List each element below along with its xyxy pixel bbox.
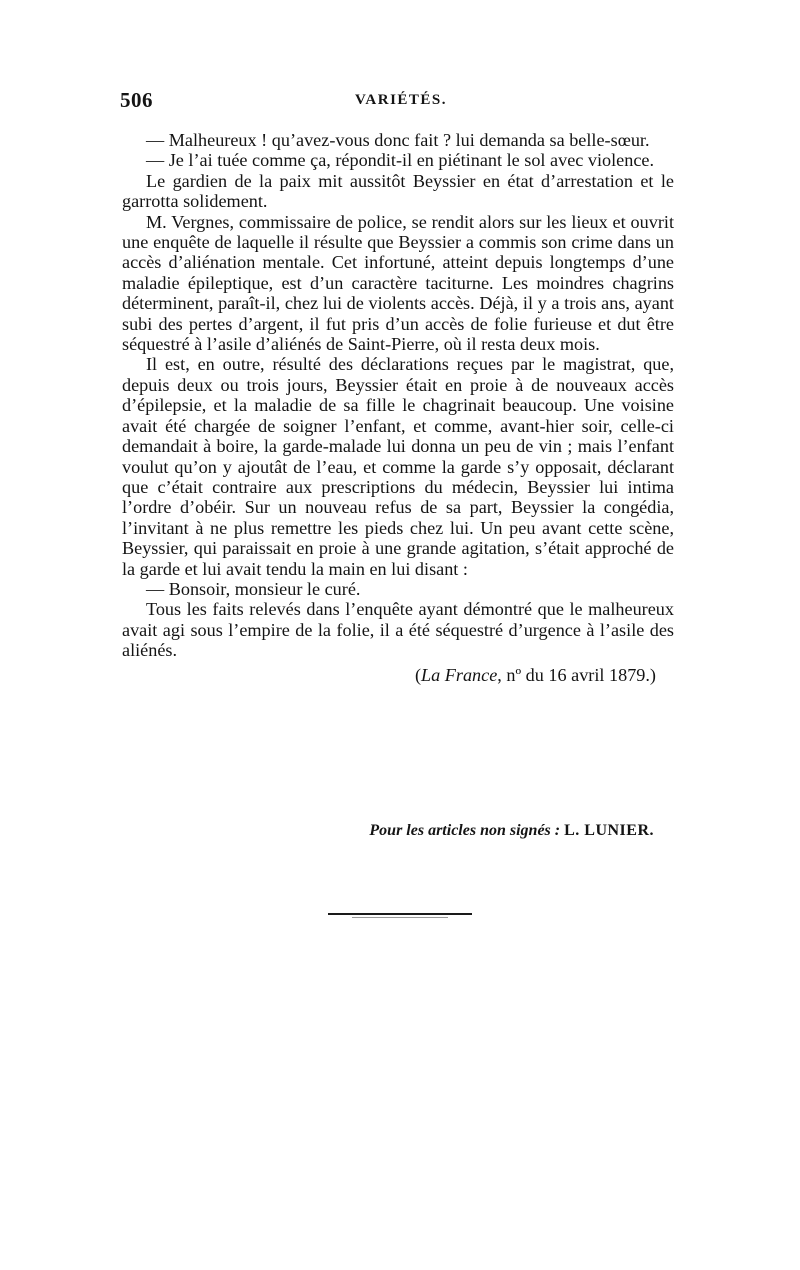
source-details: , nº du 16 avril 1879.) — [497, 664, 656, 685]
running-head: VARIÉTÉS. — [355, 92, 448, 108]
end-rule — [328, 913, 472, 915]
paragraph: Tous les faits relevés dans l’enquête ayant démontré que le malheureux avait agi sous l’empire de la folie, il a été séquestré d’urgence à l’asile des aliénés. — [122, 599, 674, 661]
page-header — [120, 88, 675, 114]
paragraph: M. Vergnes, commissaire de police, se rendit alors sur les lieux et ouvrit une enquête de laquelle il résulte que Beyssier a commis son crime dans un accès d’aliénation mentale. Cet infortuné, atteint depuis longtemps d’une maladie épileptique, est d’un caractère taciturne. Les moindres chagrins déterminent, paraît-il, chez lui de violents accès. Déjà, il y a trois ans, ayant subi des pertes d’argent, il fut pris d’un accès de folie furieuse et dut être séquestré à l’asile d’aliénés de Saint-Pierre, où il resta deux mois. — [122, 211, 674, 355]
end-rule-underline — [352, 917, 448, 918]
source-citation — [122, 665, 674, 685]
article-body — [122, 130, 674, 685]
paragraph: Il est, en outre, résulté des déclarations reçues par le magistrat, que, depuis deux ou trois jours, Beyssier était en proie à de nouveaux accès d’épilepsie, et la maladie de sa fille le chagrinait beaucoup. Une voisine avait été chargée de soigner l’enfant, et comme, avant-hier soir, celle-ci demandait à boire, la garde-malade lui donna un peu de vin ; mais l’enfant voulut qu’on y ajoutât de l’eau, et comme la garde s’y opposait, déclarant que c’était contraire aux prescriptions du médecin, Beyssier lui intima l’ordre d’obéir. Sur un nouveau refus de sa part, Beyssier la congédia, l’invitant à ne plus remettre les pieds chez lui. Un peu avant cette scène, Beyssier, qui paraissait en proie à une grande agitation, s’était approché de la garde et lui avait tendu la main en lui disant : — [122, 354, 674, 579]
attribution — [122, 822, 654, 840]
paragraph: — Je l’ai tuée comme ça, répondit-il en piétinant le sol avec violence. — [146, 150, 655, 171]
source-open-paren: ( — [414, 664, 422, 685]
source-journal: La France — [421, 664, 498, 685]
attribution-author: L. LUNIER. — [564, 822, 654, 839]
attribution-label: Pour les articles non signés : — [369, 822, 561, 839]
page-number: 506 — [120, 88, 153, 112]
paragraph: Le gardien de la paix mit aussitôt Beyssier en état d’arrestation et le garrotta solidement. — [122, 170, 674, 212]
paragraph: — Bonsoir, monsieur le curé. — [146, 578, 361, 599]
paragraph: — Malheureux ! qu’avez-vous donc fait ? lui demanda sa belle-sœur. — [146, 130, 650, 150]
